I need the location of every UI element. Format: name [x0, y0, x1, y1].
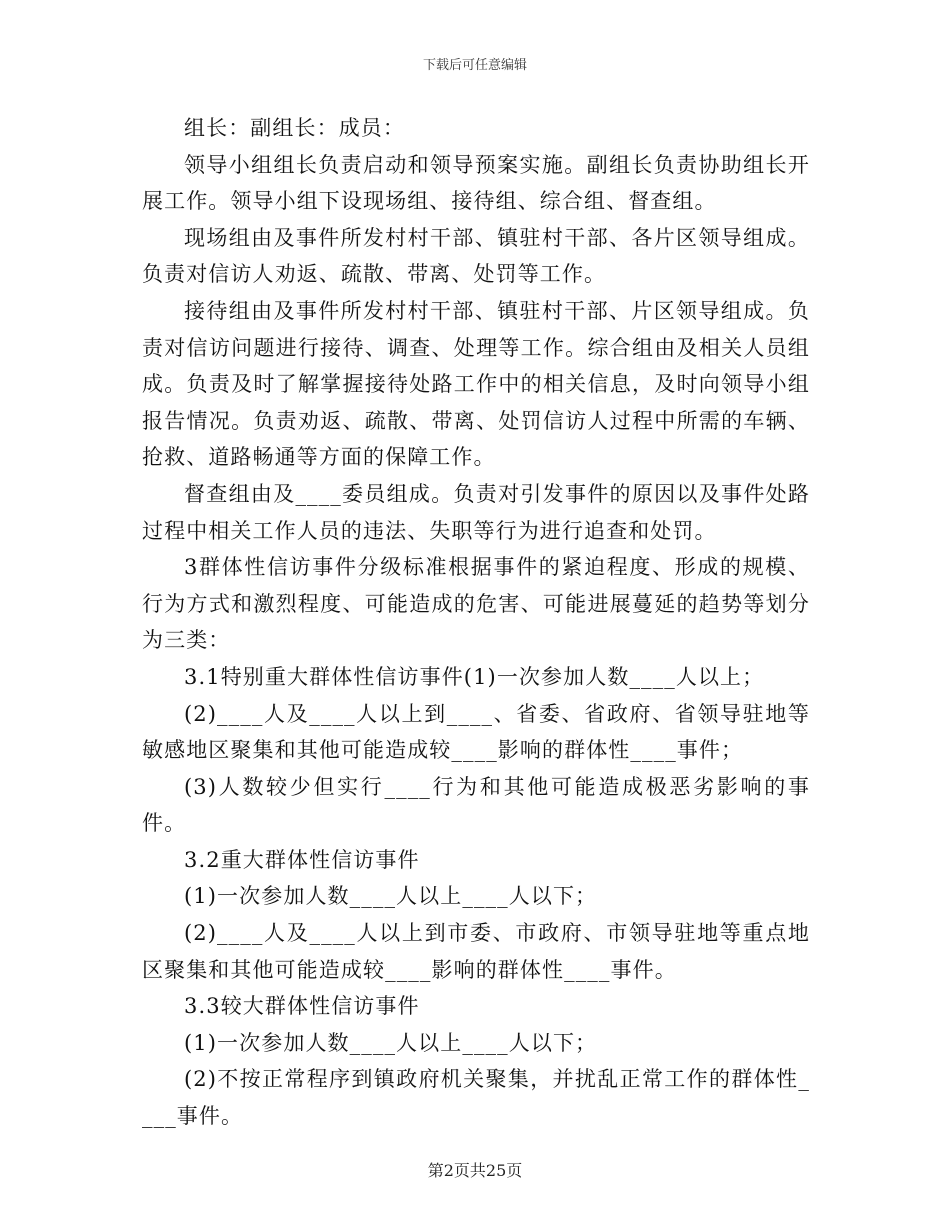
paragraph-reception-group: 接待组由及事件所发村村干部、镇驻村干部、片区领导组成。负责对信访问题进行接待、调查、处理等工作。综合组由及相关人员组成。负责及时了解掌握接待处路工作中的相关信息，及时向领导小组报告情况。负责劝返、疏散、带离、处罚信访人过程中所需的车辆、抢救、道路畅通等方面的保障工作。	[142, 298, 810, 470]
paragraph-level-3-3-item-2: (2)不按正常程序到镇政府机关聚集，并扰乱正常工作的群体性____事件。	[142, 1067, 810, 1129]
document-body	[142, 110, 810, 1135]
paragraph-leadership: 领导小组组长负责启动和领导预案实施。副组长负责协助组长开展工作。领导小组下设现场组、接待组、综合组、督查组。	[142, 152, 810, 214]
paragraph-level-3-1-item-3: (3)人数较少但实行____行为和其他可能造成极恶劣影响的事件。	[142, 774, 810, 836]
paragraph-classification: 3群体性信访事件分级标准根据事件的紧迫程度、形成的规模、行为方式和激烈程度、可能造成的危害、可能进展蔓延的趋势等划分为三类：	[142, 555, 810, 653]
paragraph-level-3-1-item-2: (2)____人及____人以上到____、省委、省政府、省领导驻地等敏感地区聚集和其他可能造成较____影响的群体性____事件；	[142, 701, 810, 763]
paragraph-team-roles: 组长：副组长：成员：	[184, 116, 405, 140]
paragraph-level-3-1: 3.1特别重大群体性信访事件(1)一次参加人数____人以上；	[184, 664, 765, 689]
paragraph-level-3-2-item-1: (1)一次参加人数____人以上____人以下；	[184, 884, 598, 909]
page-header: 下载后可任意编辑	[422, 58, 527, 73]
paragraph-level-3-3: 3.3较大群体性信访事件	[184, 994, 420, 1019]
paragraph-supervision-group: 督查组由及____委员组成。负责对引发事件的原因以及事件处路过程中相关工作人员的违法、失职等行为进行追查和处罚。	[142, 481, 810, 543]
paragraph-level-3-2-item-2: (2)____人及____人以上到市委、市政府、市领导驻地等重点地区聚集和其他可能造成较____影响的群体性____事件。	[142, 921, 810, 982]
paragraph-level-3-2: 3.2重大群体性信访事件	[184, 847, 420, 872]
page-number: 第2页共25页	[427, 1161, 523, 1180]
paragraph-level-3-3-item-1: (1)一次参加人数____人以上____人以下；	[184, 1030, 598, 1055]
paragraph-onsite-group: 现场组由及事件所发村村干部、镇驻村干部、各片区领导组成。负责对信访人劝返、疏散、带离、处罚等工作。	[142, 225, 810, 287]
